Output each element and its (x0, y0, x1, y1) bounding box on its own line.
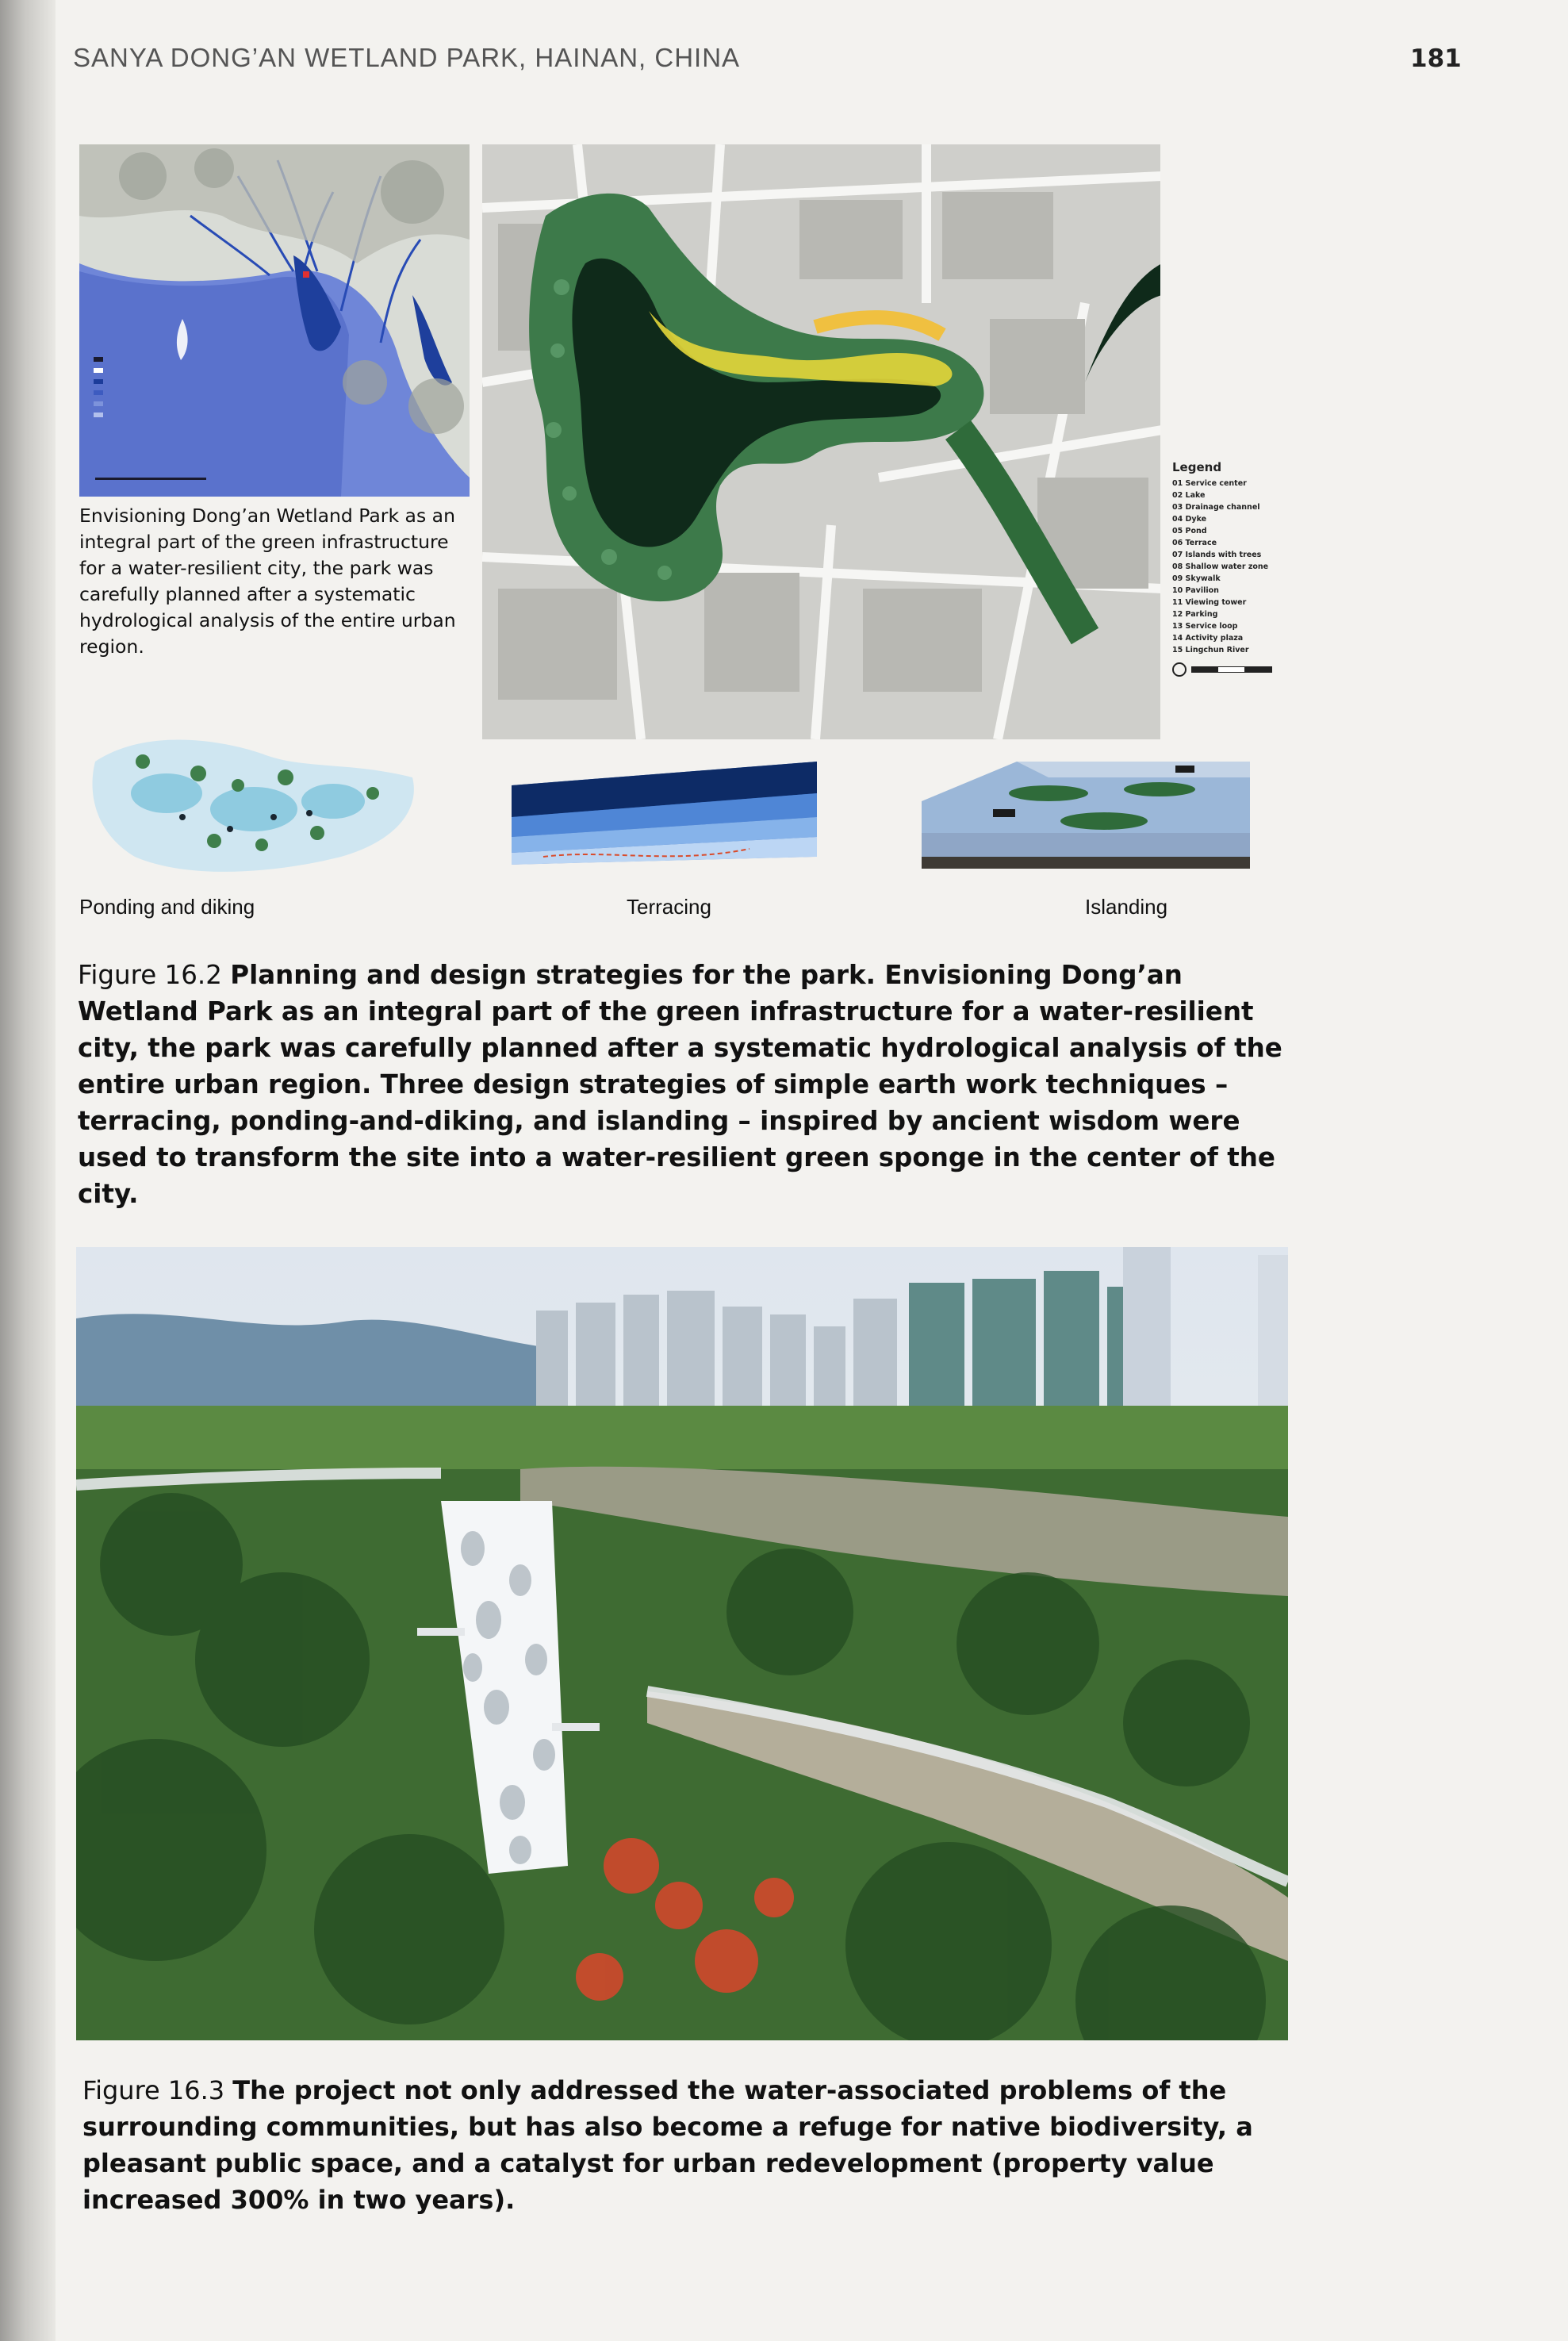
legend-item: 09 Skywalk (1172, 574, 1221, 583)
regional-map-image (79, 144, 470, 497)
legend-item: 03 Drainage channel (1172, 503, 1260, 512)
legend-item: 05 Pond (1172, 527, 1207, 535)
figure-16-2-caption (78, 957, 1283, 1212)
wetland-tower-photo (76, 1247, 1288, 2040)
legend-title: Legend (1172, 460, 1222, 474)
scale-bar (1172, 662, 1291, 677)
legend-item: 12 Parking (1172, 610, 1218, 619)
legend-item: 11 Viewing tower (1172, 598, 1247, 607)
page-number: 181 (1410, 44, 1462, 73)
legend-item: 10 Pavilion (1172, 586, 1219, 595)
strategy-label-terracing: Terracing (627, 895, 711, 919)
legend-item: 04 Dyke (1172, 515, 1207, 524)
legend-item: 02 Lake (1172, 491, 1206, 500)
north-arrow-icon (1172, 662, 1187, 677)
running-head: SANYA DONG’AN WETLAND PARK, HAINAN, CHINA (73, 43, 741, 72)
legend-item: 13 Service loop (1172, 622, 1238, 631)
figure-caption-text: Planning and design strategies for the park. Envisioning Dong’an Wetland Park as an integral part of the green infrastructure for a water-resilient city, the park was carefully planned after a systematic hydrological analysis of the entire urban region. Three design strategies of simple earth work techniques – terracing, ponding-and-diking, and islanding – inspired by ancient wisdom were used to transform the site into a water-resilient green sponge in the center of the city. (78, 960, 1282, 1209)
legend-item: 07 Islands with trees (1172, 551, 1262, 559)
figure-16-3-caption (82, 2072, 1320, 2218)
scale-bar-graphic (1191, 666, 1272, 673)
site-plan-legend (1172, 460, 1291, 677)
legend-item: 08 Shallow water zone (1172, 562, 1269, 571)
figure-caption-text: The project not only addressed the water-associated problems of the surrounding communities, but has also become a refuge for native biodiversity, a pleasant public space, and a catalyst for urban redevelopment (property value increased 300% in two years). (82, 2075, 1253, 2215)
legend-item: 01 Service center (1172, 479, 1247, 488)
book-gutter-shadow (0, 0, 56, 2341)
islanding-diagram (922, 746, 1250, 877)
strategy-label-islanding: Islanding (1085, 895, 1168, 919)
regional-map-caption: Envisioning Dong’an Wetland Park as an integral part of the green infrastructure for a water-resilient city, the park was carefully planned after a systematic hydrological analysis of the entire urban region. (79, 505, 456, 658)
figure-number: Figure 16.2 (78, 960, 222, 990)
ponding-diking-diagram (79, 698, 428, 888)
site-plan-image (482, 144, 1162, 739)
legend-item: 15 Lingchun River (1172, 646, 1249, 654)
strategy-label-ponding: Ponding and diking (79, 895, 255, 919)
figure-number: Figure 16.3 (82, 2075, 225, 2105)
legend-item: 06 Terrace (1172, 539, 1217, 547)
legend-item: 14 Activity plaza (1172, 634, 1244, 643)
terracing-diagram (512, 754, 817, 896)
